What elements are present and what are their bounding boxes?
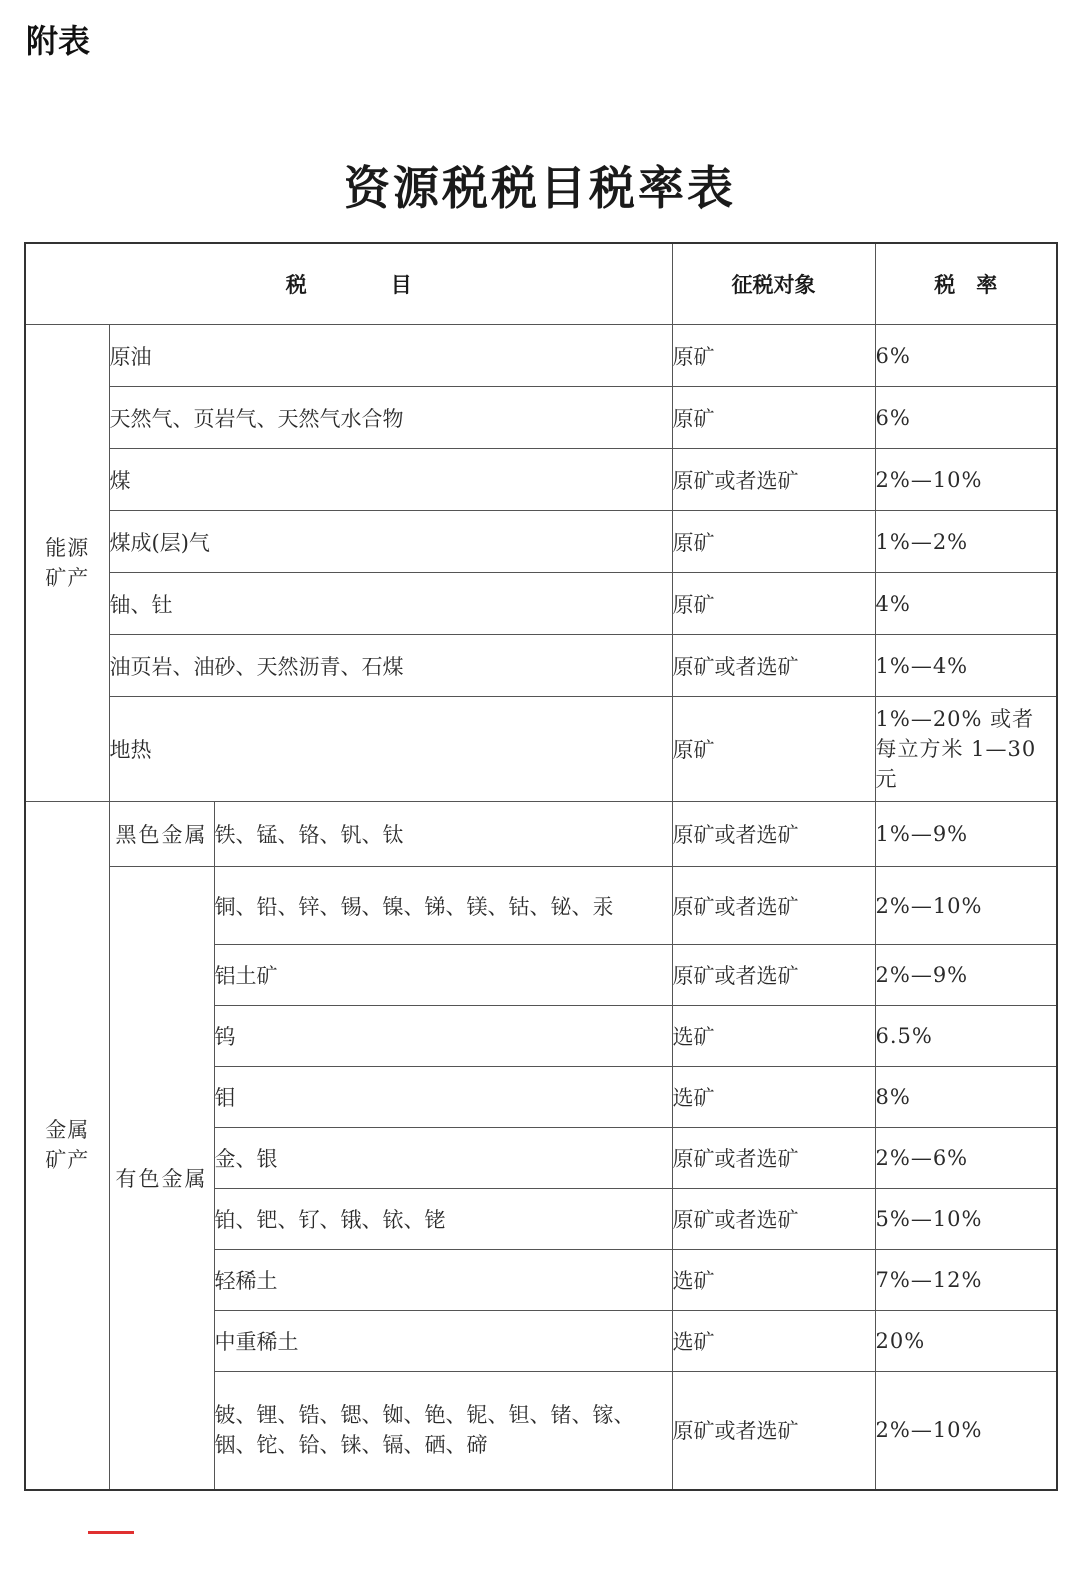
column-header-rate: 税 率 [875,243,1057,325]
row-rate: 2%—9% [875,945,1057,1006]
row-rate: 8% [875,1067,1057,1128]
row-rate: 1%—20% 或者每立方米 1—30 元 [875,697,1057,802]
row-item: 铜、铅、锌、锡、镍、锑、镁、钴、铋、汞 [214,867,672,945]
subcategory-ferrous: 黑色金属 [109,802,214,867]
row-rate: 4% [875,573,1057,635]
row-object: 选矿 [672,1006,875,1067]
row-rate: 2%—6% [875,1128,1057,1189]
row-item: 油页岩、油砂、天然沥青、石煤 [109,635,672,697]
row-item: 铀、钍 [109,573,672,635]
table-title: 资源税税目税率表 [344,161,736,215]
row-object: 原矿 [672,387,875,449]
row-rate: 6% [875,325,1057,387]
row-item: 原油 [109,325,672,387]
row-object: 原矿或者选矿 [672,1372,875,1490]
column-header-item: 税 目 [25,243,672,325]
row-rate: 7%—12% [875,1250,1057,1311]
row-rate: 1%—9% [875,802,1057,867]
row-item: 天然气、页岩气、天然气水合物 [109,387,672,449]
row-object: 选矿 [672,1067,875,1128]
row-rate: 20% [875,1311,1057,1372]
row-rate: 2%—10% [875,1372,1057,1490]
row-object: 原矿或者选矿 [672,449,875,511]
row-item: 金、银 [214,1128,672,1189]
table-row [25,511,1057,573]
table-row [25,449,1057,511]
row-item: 轻稀土 [214,1250,672,1311]
row-item: 钼 [214,1067,672,1128]
row-item: 中重稀土 [214,1311,672,1372]
column-header-object: 征税对象 [672,243,875,325]
row-item: 煤 [109,449,672,511]
subcategory-nonferrous: 有色金属 [109,867,214,1490]
row-object: 原矿 [672,511,875,573]
row-item: 铍、锂、锆、锶、铷、铯、铌、钽、锗、镓、铟、铊、铪、铼、镉、硒、碲 [214,1372,672,1490]
table-row [25,635,1057,697]
row-object: 原矿或者选矿 [672,1189,875,1250]
row-rate: 6.5% [875,1006,1057,1067]
row-object: 原矿或者选矿 [672,802,875,867]
row-item: 钨 [214,1006,672,1067]
row-object: 原矿 [672,573,875,635]
table-row [25,867,1057,945]
table-row [25,697,1057,802]
row-object: 原矿 [672,325,875,387]
row-item: 铂、钯、钌、锇、铱、铑 [214,1189,672,1250]
table-row [25,573,1057,635]
row-rate: 2%—10% [875,449,1057,511]
category-metal: 金属矿产 [25,802,109,1490]
row-object: 原矿或者选矿 [672,1128,875,1189]
row-rate: 1%—4% [875,635,1057,697]
row-rate: 2%—10% [875,867,1057,945]
table-header-row [25,243,1057,325]
row-item: 铁、锰、铬、钒、钛 [214,802,672,867]
row-rate: 6% [875,387,1057,449]
row-object: 选矿 [672,1250,875,1311]
row-object: 原矿或者选矿 [672,867,875,945]
row-object: 原矿 [672,697,875,802]
row-item: 地热 [109,697,672,802]
row-object: 原矿或者选矿 [672,635,875,697]
table-row [25,387,1057,449]
row-item: 铝土矿 [214,945,672,1006]
table-row [25,802,1057,867]
row-rate: 1%—2% [875,511,1057,573]
row-rate: 5%—10% [875,1189,1057,1250]
category-energy: 能源矿产 [25,325,109,802]
footer-red-mark [88,1531,134,1534]
row-object: 选矿 [672,1311,875,1372]
appendix-label: 附表 [26,22,91,60]
table-row [25,325,1057,387]
row-object: 原矿或者选矿 [672,945,875,1006]
row-item: 煤成(层)气 [109,511,672,573]
tax-rate-table [24,242,1058,1491]
